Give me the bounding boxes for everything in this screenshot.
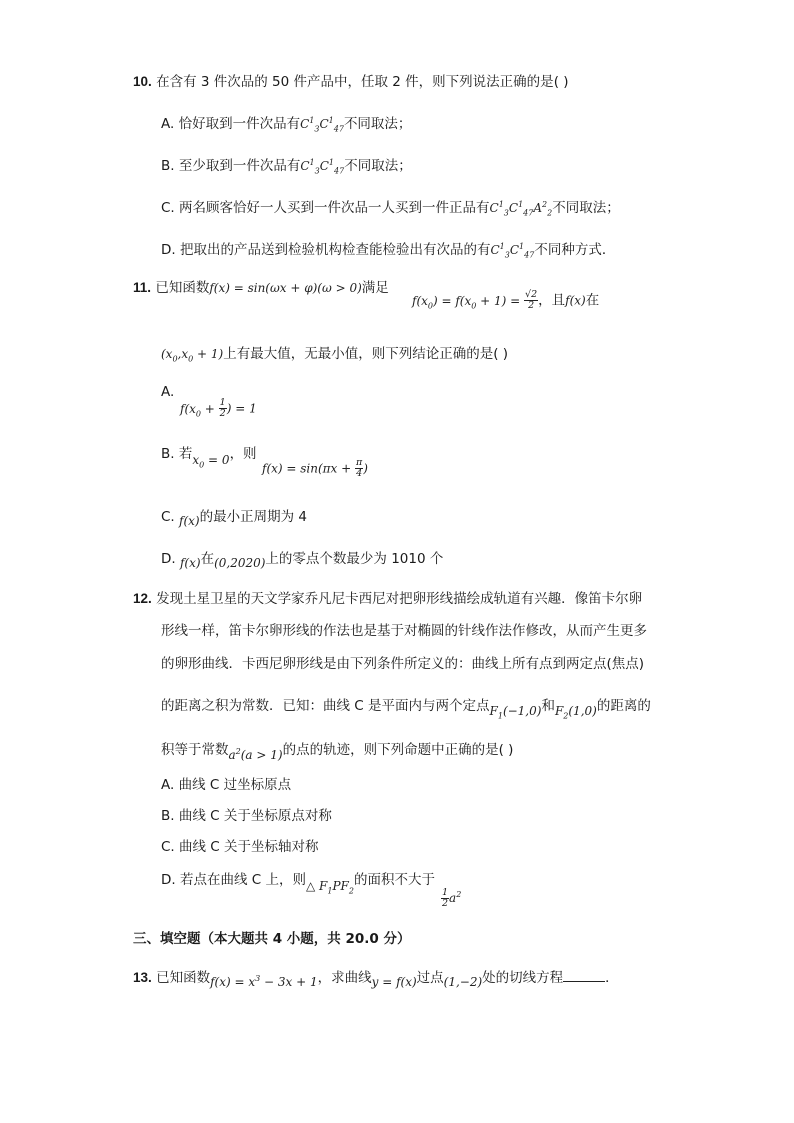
answer-parentheses: ( ): [553, 74, 569, 90]
math-expression: f(x) = sin(ωx + φ)(ω > 0): [209, 281, 362, 295]
math-expression: $\frac{1}{2}$ $a^2$: [442, 886, 462, 909]
math-expression: △ $F_1PF_2$: [306, 879, 354, 896]
question-text: 在含有 3 件次品的 50 件产品中，任取 2 件，则下列说法正确的是: [156, 74, 554, 90]
math-expression: $C^1_3C^1_{47}A^2_2$: [489, 200, 553, 218]
question-12-line5: 积等于常数$a^2(a > 1)$的点的轨迹，则下列命题中正确的是( ): [161, 742, 514, 762]
question-10-stem: [133, 73, 569, 91]
q10-option-d: D. 把取出的产品送到检验机构检查能检验出有次品的有$C^1_3C^1_{47}$不同种方式．: [161, 242, 616, 260]
question-12-line3: 的卵形曲线．卡西尼卵形线是由下列条件所定义的：曲线上所有点到两定点(焦点): [161, 656, 645, 672]
answer-blank: [563, 969, 605, 982]
q11-option-c: C. f(x)的最小正周期为 4: [161, 509, 307, 528]
math-expression: $f(x) = x^3 - 3x + 1$: [210, 974, 318, 989]
math-expression: $f(x_0) = f(x_0 + 1)$ = $\frac{√2}{2}$ ，且f(x)在: [412, 289, 600, 311]
math-expression: $(x_0,x_0 + 1)$: [161, 347, 224, 364]
q11-option-b: B. 若$x_0 = 0$，则: [161, 446, 257, 470]
math-expression: f(x): [179, 514, 200, 528]
math-expression: f(x) = sin(πx + $\frac{\pi}{4}$ ): [262, 457, 368, 479]
q10-option-b: B. 至少取到一件次品有$C^1_3C^1_{47}$不同取法；: [161, 158, 412, 176]
math-expression: $C^1_3C^1_{47}$: [300, 116, 344, 134]
answer-parentheses: ( ): [493, 346, 509, 362]
answer-parentheses: ( ): [498, 742, 514, 758]
q11-option-a-label: A.: [161, 384, 175, 400]
q10-option-c: C. 两名顾客恰好一人买到一件次品一人买到一件正品有$C^1_3C^1_{47}A^2_2$不同取法；: [161, 200, 620, 218]
question-number: 10.: [133, 74, 152, 89]
question-11-stem: 11. 已知函数f(x) = sin(ωx + φ)(ω > 0)满足: [133, 280, 389, 296]
q11-option-d: D. f(x)在(0,2020)上的零点个数最少为 1010 个: [161, 551, 444, 570]
math-expression: $x_0 = 0$: [192, 453, 230, 470]
math-expression: (1,−2): [443, 975, 483, 989]
question-number: 13.: [133, 970, 152, 985]
math-expression: $F_2(1,0)$: [554, 704, 597, 721]
q11-option-a-math: $f(x_0$ + $\frac{1}{2}$ ) = 1: [180, 397, 257, 419]
section-heading: 三、填空题（本大题共 4 小题，共 20.0 分）: [133, 931, 411, 947]
question-12-line2: 形线一样，笛卡尔卵形线的作法也是基于对椭圆的针线作法作修改，从而产生更多: [161, 623, 647, 639]
question-12-line4: 的距离之积为常数．已知：曲线 C 是平面内与两个定点$F_1(-1,0)$和$F_2(1,0)$的距离的: [161, 698, 651, 721]
question-number: 11.: [133, 280, 152, 295]
question-13: 13. 已知函数$f(x) = x^3 - 3x + 1$，求曲线y = f(x)过点(1,−2)处的切线方程 ．: [133, 970, 619, 989]
question-11-stem-line2: $(x_0,x_0 + 1)$上有最大值，无最小值，则下列结论正确的是( ): [161, 346, 509, 364]
math-expression: $C^1_3C^1_{47}$: [300, 158, 345, 176]
q12-option-c: C. 曲线 C 关于坐标轴对称: [161, 839, 319, 855]
math-expression: $a^2(a > 1)$: [228, 747, 283, 762]
q12-option-a: A. 曲线 C 过坐标原点: [161, 777, 292, 793]
q12-option-d: D. 若点在曲线 C 上，则△ $F_1PF_2$的面积不大于: [161, 872, 435, 896]
math-expression: y = f(x): [371, 975, 417, 989]
question-number: 12.: [133, 591, 152, 606]
question-12-line1: 12. 发现土星卫星的天文学家乔凡尼卡西尼对把卵形线描绘成轨道有兴趣．像笛卡尔卵: [133, 591, 643, 607]
q12-option-b: B. 曲线 C 关于坐标原点对称: [161, 808, 332, 824]
math-expression: $C^1_3C^1_{47}$: [490, 242, 535, 260]
math-expression: $F_1(-1,0)$: [489, 704, 542, 721]
math-expression: f(x): [179, 556, 201, 570]
math-expression: (0,2020): [214, 556, 266, 570]
q10-option-a: A. 恰好取到一件次品有$C^1_3C^1_{47}$不同取法；: [161, 116, 412, 134]
